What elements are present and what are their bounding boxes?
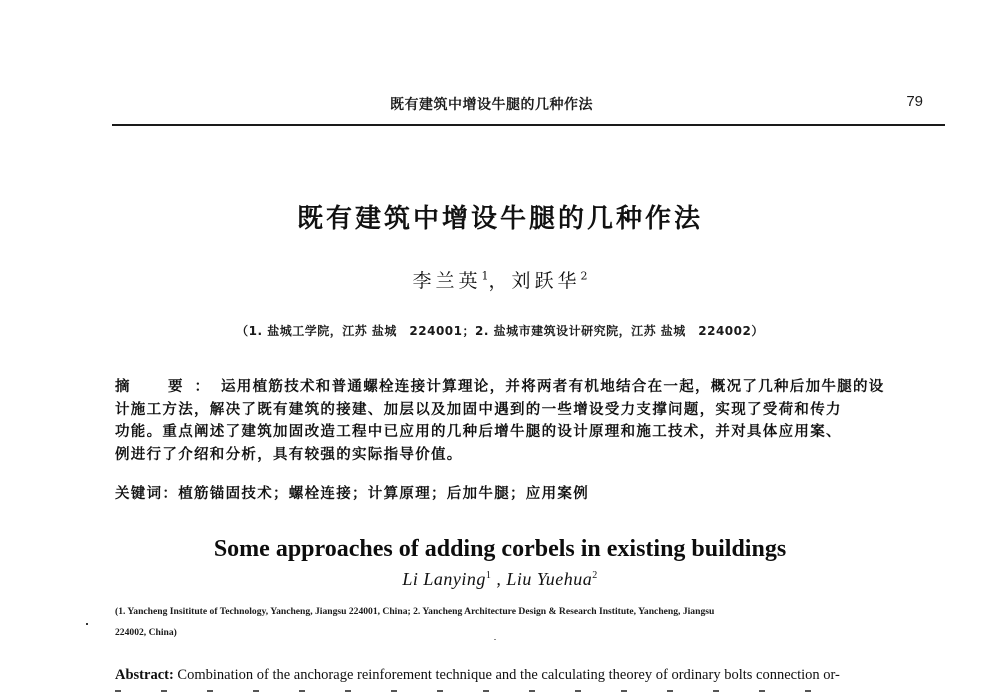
chinese-authors (0, 266, 1000, 293)
header-rule (112, 124, 945, 126)
scan-artifact (494, 639, 496, 640)
affiliation-mark: 2 (580, 269, 588, 283)
affiliation-mark: 2 (592, 570, 598, 581)
abstract-text: 运用植筋技术和普通螺栓连接计算理论，并将两者有机地结合在一起，概况了几种后加牛腿的设 (221, 379, 885, 395)
affiliation-line: 224002, China) (115, 627, 177, 638)
affiliation-mark: 1 (485, 570, 492, 581)
abstract-line: 功能。重点阐述了建筑加固改造工程中已应用的几种后增牛腿的设计原理和施工技术，并对具体应用案、 (115, 424, 842, 440)
abstract-line: 例进行了介绍和分析，具有较强的实际指导价值。 (115, 446, 463, 463)
affiliation-mark: 1 (481, 269, 489, 283)
abstract-label: Abstract: (115, 667, 174, 683)
affiliation-line: (1. Yancheng Insititute of Technology, Yancheng, Jiangsu 224001, China; 2. Yancheng Architecture Design & Research Institute, Yancheng, Jiangsu (115, 606, 715, 617)
english-authors (0, 569, 1000, 590)
abstract-text: Combination of the anchorage reinforement technique and the calculating theorey of ordinary bolts connection or- (173, 667, 840, 683)
chinese-keywords (115, 482, 925, 503)
abstract-line (115, 376, 925, 399)
scan-artifact (86, 623, 88, 625)
keywords-label: 关键词： (115, 486, 179, 502)
keywords-text: 植筋锚固技术；螺栓连接；计算原理；后加牛腿；应用案例 (178, 486, 590, 502)
author-separator: ， (488, 270, 512, 292)
author-name: 刘跃华 (511, 270, 581, 292)
author-name: 李兰英 (412, 270, 482, 292)
abstract-label: 摘 要： (115, 379, 221, 395)
english-affiliation (115, 601, 930, 643)
abstract-line: 计施工方法，解决了既有建筑的接建、加层以及加固中遇到的一些增设受力支撑问题，实现了受荷和传力 (115, 401, 842, 418)
english-abstract (115, 664, 930, 686)
english-title: Some approaches of adding corbels in existing buildings (213, 536, 787, 562)
author-name: Li Lanying (402, 569, 486, 589)
running-header (115, 92, 945, 118)
running-header-title: 既有建筑中增设牛腿的几种作法 (390, 97, 593, 113)
chinese-title: 既有建筑中增设牛腿的几种作法 (296, 204, 703, 234)
page-number: 79 (906, 93, 923, 110)
chinese-affiliation: （1. 盐城工学院，江苏 盐城 224001；2. 盐城市建筑设计研究院，江苏 盐城 224002） (236, 324, 764, 338)
author-separator: , (491, 569, 507, 589)
chinese-abstract (115, 376, 925, 466)
author-name: Liu Yuehua (506, 569, 593, 589)
abstract-next-line-cutoff (115, 690, 930, 697)
